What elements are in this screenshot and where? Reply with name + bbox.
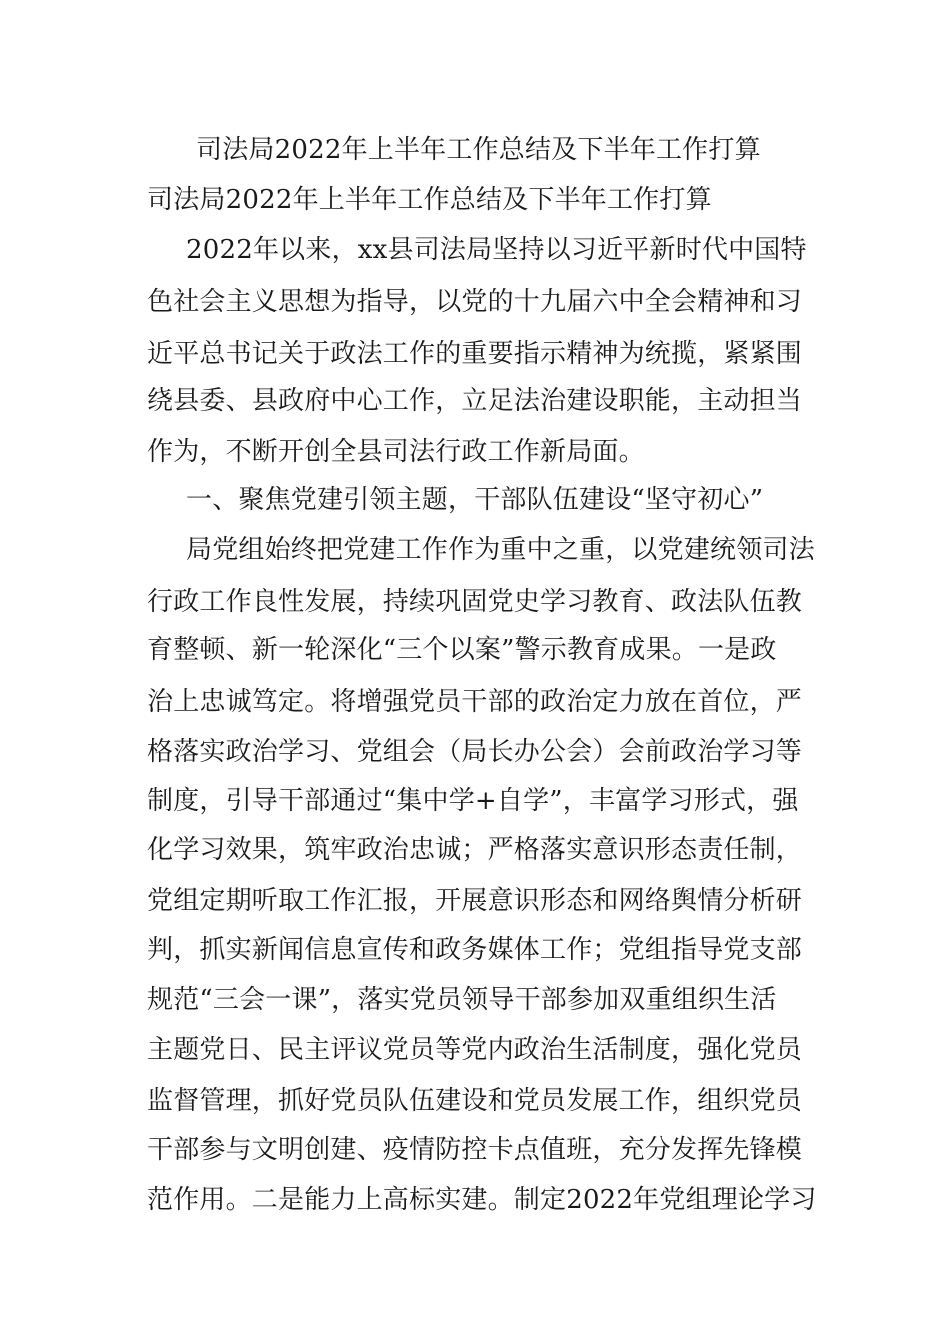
paragraph-line: 育整顿、新一轮深化“三个以案”警示教育成果。一是政: [147, 635, 777, 665]
paragraph-line: 监督管理，抓好党员队伍建设和党员发展工作，组织党员: [147, 1086, 803, 1116]
paragraph-line: 主题党日、民主评议党员等党内政治生活制度，强化党员: [147, 1035, 803, 1065]
paragraph-line: 局党组始终把党建工作作为重中之重，以党建统领司法: [186, 535, 815, 565]
paragraph-line: 近平总书记关于政法工作的重要指示精神为统揽，紧紧围: [147, 339, 803, 369]
paragraph-line: 判，抓实新闻信息宣传和政务媒体工作；党组指导党支部: [147, 935, 803, 965]
paragraph-line: 绕县委、县政府中心工作，立足法治建设职能，主动担当: [147, 386, 803, 416]
paragraph-line: 色社会主义思想为指导，以党的十九届六中全会精神和习: [147, 287, 803, 317]
paragraph-line: 化学习效果，筑牢政治忠诚；严格落实意识形态责任制，: [147, 835, 803, 865]
paragraph-line: 行政工作良性发展，持续巩固党史学习教育、政法队伍教: [147, 587, 803, 617]
paragraph-line: 干部参与文明创建、疫情防控卡点值班，充分发挥先锋模: [147, 1135, 803, 1165]
document-title: 司法局2022年上半年工作总结及下半年工作打算: [196, 135, 761, 165]
paragraph-line: 治上忠诚笃定。将增强党员干部的政治定力放在首位，严: [147, 687, 803, 717]
paragraph-line: 格落实政治学习、党组会（局长办公会）会前政治学习等: [147, 737, 803, 767]
section-heading: 一、聚焦党建引领主题，干部队伍建设“坚守初心”: [186, 485, 764, 515]
paragraph-line: 规范“三会一课”，落实党员领导干部参加双重组织生活: [147, 985, 777, 1015]
paragraph-line: 作为，不断开创全县司法行政工作新局面。: [147, 437, 645, 467]
paragraph-line: 制度，引导干部通过“集中学+自学”，丰富学习形式，强: [147, 786, 799, 816]
paragraph-line: 范作用。二是能力上高标实建。制定2022年党组理论学习: [147, 1185, 817, 1215]
paragraph-line: 2022年以来，xx县司法局坚持以习近平新时代中国特: [186, 235, 807, 265]
paragraph-line: 党组定期听取工作汇报，开展意识形态和网络舆情分析研: [147, 886, 803, 916]
document-subtitle: 司法局2022年上半年工作总结及下半年工作打算: [147, 185, 712, 215]
